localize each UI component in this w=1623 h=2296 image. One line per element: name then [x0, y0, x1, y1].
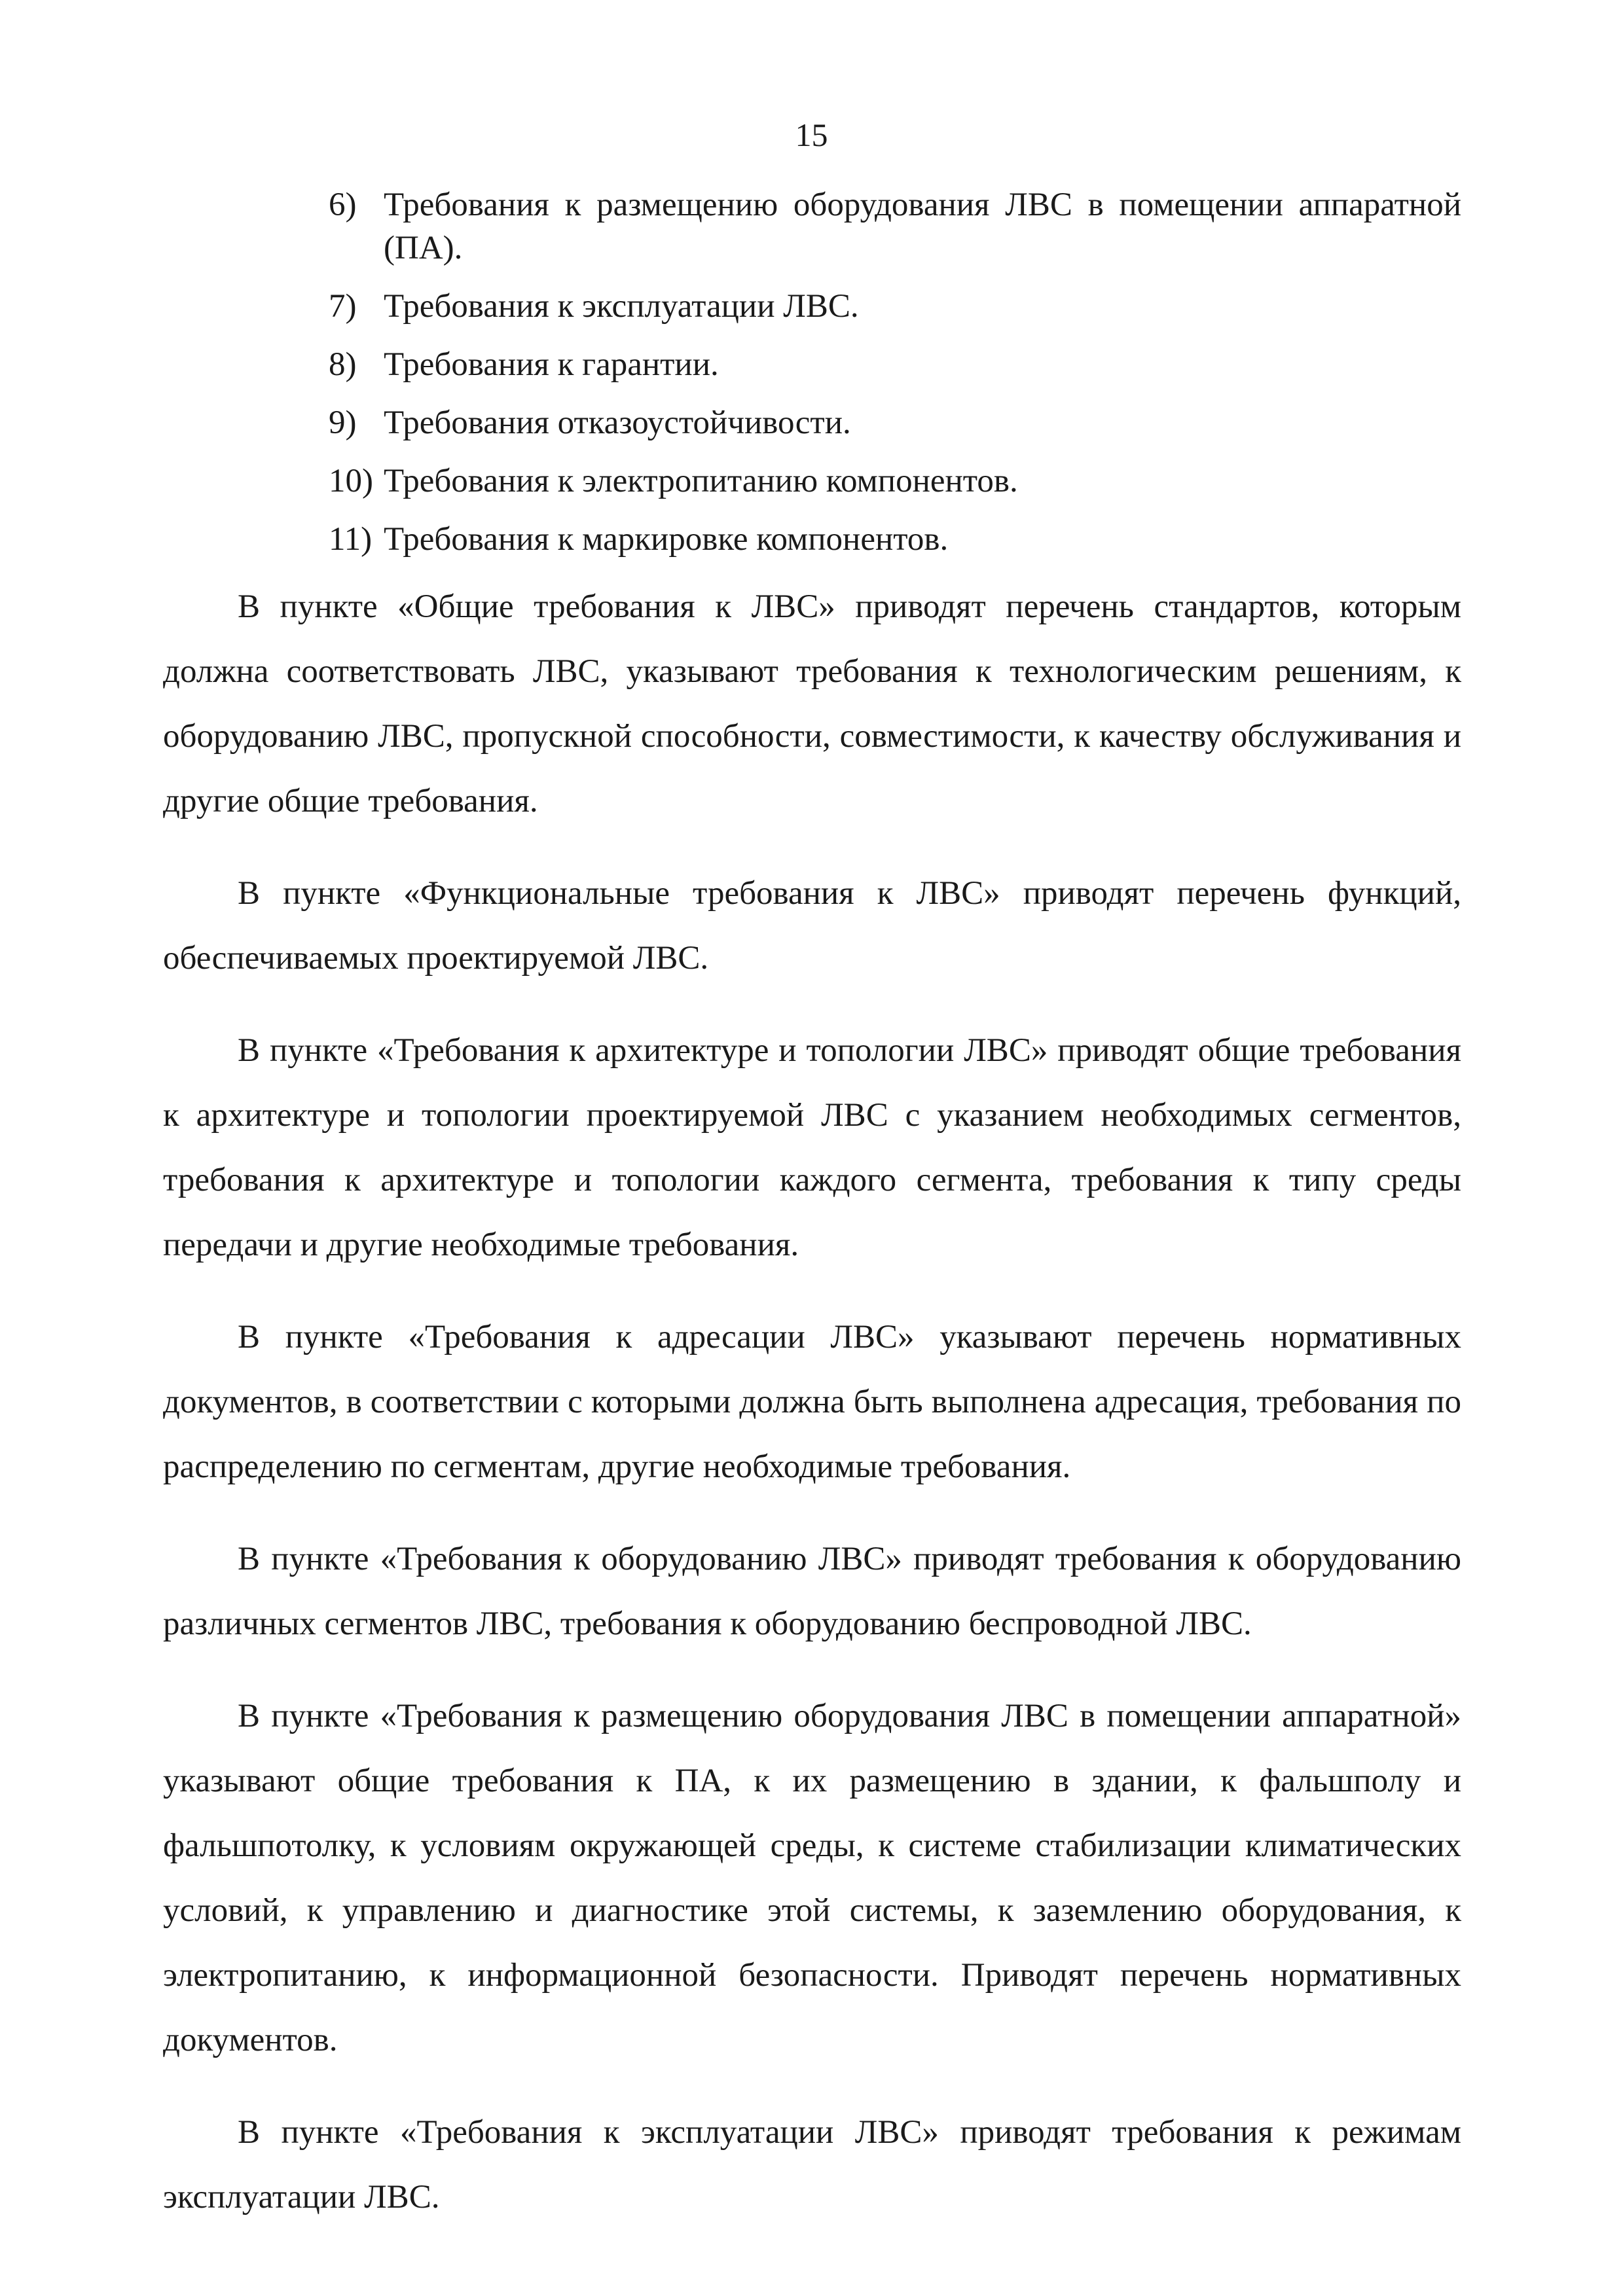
list-item-text: Требования к размещению оборудования ЛВС в помещении аппаратной (ПА). [384, 187, 1461, 266]
list-item-number: 10) [329, 463, 373, 499]
paragraph: В пункте «Функциональные требования к ЛВС» приводят перечень функций, обеспечиваемых проектируемой ЛВС. [163, 875, 1461, 977]
list-item-text: Требования к маркировке компонентов. [384, 521, 949, 558]
list-item-number: 6) [329, 187, 357, 223]
paragraph: В пункте «Требования к адресации ЛВС» указывают перечень нормативных документов, в соответствии с которыми должна быть выполнена адресация, требования по распределению по сегментам, другие необходимые требования. [163, 1319, 1461, 1485]
list-item-text: Требования к электропитанию компонентов. [384, 463, 1018, 499]
list-item [163, 401, 1461, 444]
paragraph: В пункте «Требования к архитектуре и топологии ЛВС» приводят общие требования к архитектуре и топологии проектируемой ЛВС с указанием необходимых сегментов, требования к архитектуре и топологии каждого сегмента, требования к типу среды передачи и другие необходимые требования. [163, 1032, 1461, 1263]
paragraph: В пункте «Общие требования к ЛВС» приводят перечень стандартов, которым должна соответствовать ЛВС, указывают требования к технологическим решениям, к оборудованию ЛВС, пропускной способности, совместимости, к качеству обслуживания и другие общие требования. [163, 588, 1461, 819]
list-item [163, 183, 1461, 270]
requirements-list [163, 183, 1461, 561]
page-content [163, 183, 1461, 2230]
paragraph: В пункте «Требования к оборудованию ЛВС» приводят требования к оборудованию различных сегментов ЛВС, требования к оборудованию беспроводной ЛВС. [163, 1541, 1461, 1642]
list-item [163, 343, 1461, 386]
list-item-text: Требования к гарантии. [384, 346, 719, 383]
list-item [163, 518, 1461, 561]
list-item-text: Требования отказоустойчивости. [384, 404, 851, 441]
paragraph: В пункте «Требования к размещению оборудования ЛВС в помещении аппаратной» указывают общие требования к ПА, к их размещению в здании, к фальшполу и фальшпотолку, к условиям окружающей среды, к системе стабилизации климатических условий, к управлению и диагностике этой системы, к заземлению оборудования, к электропитанию, к информационной безопасности. Приводят перечень нормативных документов. [163, 1698, 1461, 2058]
list-item [163, 459, 1461, 503]
list-item-text: Требования к эксплуатации ЛВС. [384, 288, 859, 325]
body-paragraphs [163, 575, 1461, 2230]
list-item-number: 9) [329, 404, 357, 441]
list-item-number: 8) [329, 346, 357, 383]
list-item-number: 11) [329, 521, 373, 558]
list-item [163, 285, 1461, 328]
page-number: 15 [795, 117, 828, 153]
list-item-number: 7) [329, 288, 357, 325]
paragraph: В пункте «Требования к эксплуатации ЛВС» приводят требования к режимам эксплуатации ЛВС. [163, 2114, 1461, 2215]
